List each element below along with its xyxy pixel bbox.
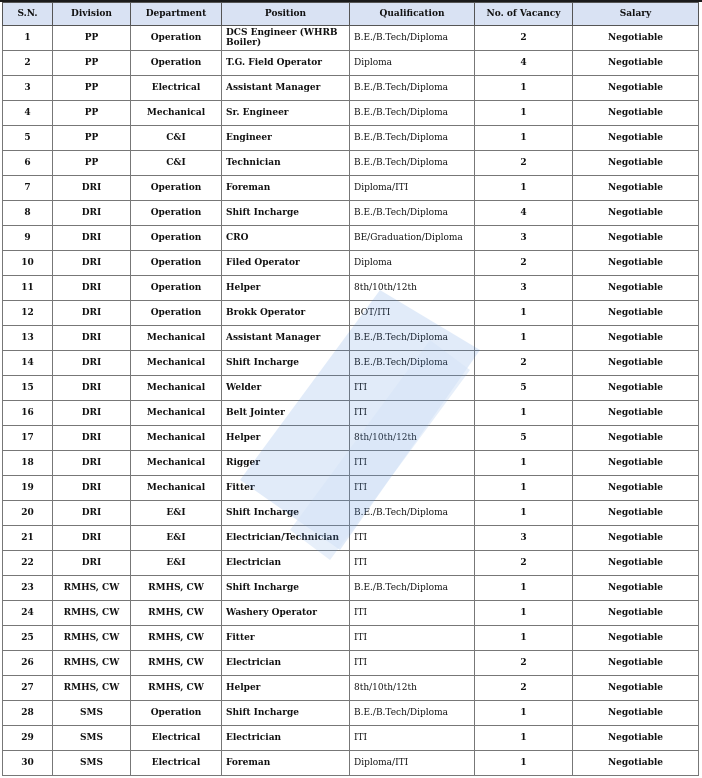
cell-position: Filed Operator bbox=[222, 251, 350, 276]
cell-salary: Negotiable bbox=[573, 676, 699, 701]
header-division: Division bbox=[53, 3, 131, 26]
cell-department: C&I bbox=[131, 126, 222, 151]
cell-vacancy: 1 bbox=[475, 176, 573, 201]
cell-department: Operation bbox=[131, 51, 222, 76]
cell-sn: 25 bbox=[3, 626, 53, 651]
cell-department: Electrical bbox=[131, 76, 222, 101]
cell-vacancy: 1 bbox=[475, 601, 573, 626]
cell-division: DRI bbox=[53, 451, 131, 476]
cell-vacancy: 1 bbox=[475, 301, 573, 326]
cell-salary: Negotiable bbox=[573, 326, 699, 351]
cell-vacancy: 1 bbox=[475, 451, 573, 476]
cell-position: T.G. Field Operator bbox=[222, 51, 350, 76]
cell-salary: Negotiable bbox=[573, 201, 699, 226]
cell-sn: 4 bbox=[3, 101, 53, 126]
cell-salary: Negotiable bbox=[573, 76, 699, 101]
table-row bbox=[3, 476, 699, 501]
cell-division: DRI bbox=[53, 426, 131, 451]
cell-division: DRI bbox=[53, 401, 131, 426]
cell-division: PP bbox=[53, 101, 131, 126]
cell-salary: Negotiable bbox=[573, 451, 699, 476]
cell-qualification: ITI bbox=[350, 476, 475, 501]
cell-vacancy: 5 bbox=[475, 376, 573, 401]
cell-vacancy: 1 bbox=[475, 326, 573, 351]
cell-vacancy: 2 bbox=[475, 551, 573, 576]
cell-position: Engineer bbox=[222, 126, 350, 151]
cell-department: Mechanical bbox=[131, 351, 222, 376]
table-row bbox=[3, 626, 699, 651]
cell-salary: Negotiable bbox=[573, 476, 699, 501]
cell-position: Welder bbox=[222, 376, 350, 401]
cell-qualification: B.E./B.Tech/Diploma bbox=[350, 101, 475, 126]
cell-qualification: ITI bbox=[350, 651, 475, 676]
table-row bbox=[3, 426, 699, 451]
cell-sn: 12 bbox=[3, 301, 53, 326]
table-row bbox=[3, 401, 699, 426]
cell-salary: Negotiable bbox=[573, 276, 699, 301]
cell-department: Mechanical bbox=[131, 401, 222, 426]
cell-qualification: B.E./B.Tech/Diploma bbox=[350, 701, 475, 726]
cell-sn: 20 bbox=[3, 501, 53, 526]
cell-salary: Negotiable bbox=[573, 226, 699, 251]
cell-position: Sr. Engineer bbox=[222, 101, 350, 126]
cell-sn: 24 bbox=[3, 601, 53, 626]
cell-department: Mechanical bbox=[131, 326, 222, 351]
cell-vacancy: 1 bbox=[475, 751, 573, 776]
cell-sn: 17 bbox=[3, 426, 53, 451]
table-row bbox=[3, 451, 699, 476]
cell-position: Rigger bbox=[222, 451, 350, 476]
cell-department: RMHS, CW bbox=[131, 601, 222, 626]
cell-sn: 19 bbox=[3, 476, 53, 501]
cell-position: CRO bbox=[222, 226, 350, 251]
cell-department: Mechanical bbox=[131, 451, 222, 476]
cell-division: DRI bbox=[53, 176, 131, 201]
cell-department: Mechanical bbox=[131, 476, 222, 501]
cell-vacancy: 2 bbox=[475, 351, 573, 376]
cell-salary: Negotiable bbox=[573, 701, 699, 726]
cell-salary: Negotiable bbox=[573, 401, 699, 426]
table-row bbox=[3, 376, 699, 401]
cell-vacancy: 2 bbox=[475, 151, 573, 176]
cell-sn: 5 bbox=[3, 126, 53, 151]
header-position: Position bbox=[222, 3, 350, 26]
cell-vacancy: 1 bbox=[475, 701, 573, 726]
cell-department: Operation bbox=[131, 251, 222, 276]
cell-qualification: ITI bbox=[350, 551, 475, 576]
table-row bbox=[3, 551, 699, 576]
header-qualification: Qualification bbox=[350, 3, 475, 26]
cell-sn: 23 bbox=[3, 576, 53, 601]
cell-sn: 11 bbox=[3, 276, 53, 301]
cell-vacancy: 2 bbox=[475, 26, 573, 51]
cell-qualification: 8th/10th/12th bbox=[350, 276, 475, 301]
cell-qualification: B.E./B.Tech/Diploma bbox=[350, 351, 475, 376]
table-row bbox=[3, 351, 699, 376]
cell-position: Helper bbox=[222, 676, 350, 701]
cell-position: Shift Incharge bbox=[222, 501, 350, 526]
cell-department: C&I bbox=[131, 151, 222, 176]
cell-division: PP bbox=[53, 76, 131, 101]
cell-division: DRI bbox=[53, 326, 131, 351]
cell-division: RMHS, CW bbox=[53, 626, 131, 651]
cell-qualification: ITI bbox=[350, 526, 475, 551]
cell-qualification: ITI bbox=[350, 726, 475, 751]
cell-sn: 14 bbox=[3, 351, 53, 376]
cell-department: Operation bbox=[131, 176, 222, 201]
cell-qualification: ITI bbox=[350, 401, 475, 426]
cell-qualification: B.E./B.Tech/Diploma bbox=[350, 26, 475, 51]
header-vacancy: No. of Vacancy bbox=[475, 3, 573, 26]
cell-salary: Negotiable bbox=[573, 126, 699, 151]
cell-vacancy: 4 bbox=[475, 201, 573, 226]
cell-qualification: B.E./B.Tech/Diploma bbox=[350, 126, 475, 151]
cell-department: RMHS, CW bbox=[131, 651, 222, 676]
cell-sn: 9 bbox=[3, 226, 53, 251]
table-row bbox=[3, 276, 699, 301]
cell-salary: Negotiable bbox=[573, 176, 699, 201]
cell-division: DRI bbox=[53, 526, 131, 551]
table-row bbox=[3, 26, 699, 51]
cell-vacancy: 2 bbox=[475, 676, 573, 701]
cell-division: SMS bbox=[53, 726, 131, 751]
cell-sn: 29 bbox=[3, 726, 53, 751]
cell-position: Foreman bbox=[222, 751, 350, 776]
table-row bbox=[3, 101, 699, 126]
cell-qualification: ITI bbox=[350, 376, 475, 401]
cell-division: RMHS, CW bbox=[53, 651, 131, 676]
cell-vacancy: 1 bbox=[475, 501, 573, 526]
cell-salary: Negotiable bbox=[573, 626, 699, 651]
cell-qualification: ITI bbox=[350, 451, 475, 476]
table-row bbox=[3, 501, 699, 526]
cell-department: Operation bbox=[131, 301, 222, 326]
cell-position: Technician bbox=[222, 151, 350, 176]
table-row bbox=[3, 126, 699, 151]
cell-salary: Negotiable bbox=[573, 51, 699, 76]
cell-vacancy: 1 bbox=[475, 76, 573, 101]
table-header-row bbox=[3, 3, 699, 26]
table-row bbox=[3, 326, 699, 351]
table-row bbox=[3, 751, 699, 776]
cell-position: Electrician bbox=[222, 726, 350, 751]
cell-sn: 2 bbox=[3, 51, 53, 76]
cell-department: Electrical bbox=[131, 726, 222, 751]
table-row bbox=[3, 301, 699, 326]
cell-position: Shift Incharge bbox=[222, 701, 350, 726]
cell-division: PP bbox=[53, 51, 131, 76]
table-row bbox=[3, 701, 699, 726]
cell-vacancy: 1 bbox=[475, 101, 573, 126]
cell-department: Operation bbox=[131, 226, 222, 251]
cell-qualification: B.E./B.Tech/Diploma bbox=[350, 501, 475, 526]
cell-sn: 28 bbox=[3, 701, 53, 726]
table-row bbox=[3, 576, 699, 601]
cell-salary: Negotiable bbox=[573, 101, 699, 126]
cell-qualification: B.E./B.Tech/Diploma bbox=[350, 576, 475, 601]
cell-salary: Negotiable bbox=[573, 376, 699, 401]
cell-division: RMHS, CW bbox=[53, 576, 131, 601]
cell-qualification: Diploma bbox=[350, 251, 475, 276]
cell-sn: 13 bbox=[3, 326, 53, 351]
cell-position: Fitter bbox=[222, 626, 350, 651]
table-row bbox=[3, 676, 699, 701]
cell-vacancy: 2 bbox=[475, 251, 573, 276]
cell-sn: 8 bbox=[3, 201, 53, 226]
cell-position: Assistant Manager bbox=[222, 326, 350, 351]
cell-department: Operation bbox=[131, 701, 222, 726]
cell-salary: Negotiable bbox=[573, 576, 699, 601]
cell-department: RMHS, CW bbox=[131, 626, 222, 651]
cell-position: Helper bbox=[222, 276, 350, 301]
cell-division: SMS bbox=[53, 701, 131, 726]
table-row bbox=[3, 201, 699, 226]
cell-qualification: ITI bbox=[350, 626, 475, 651]
table-row bbox=[3, 726, 699, 751]
cell-division: RMHS, CW bbox=[53, 676, 131, 701]
cell-qualification: B.E./B.Tech/Diploma bbox=[350, 326, 475, 351]
cell-qualification: B.E./B.Tech/Diploma bbox=[350, 151, 475, 176]
cell-sn: 1 bbox=[3, 26, 53, 51]
cell-department: E&I bbox=[131, 526, 222, 551]
cell-vacancy: 3 bbox=[475, 526, 573, 551]
cell-sn: 21 bbox=[3, 526, 53, 551]
cell-division: DRI bbox=[53, 226, 131, 251]
cell-salary: Negotiable bbox=[573, 601, 699, 626]
cell-sn: 22 bbox=[3, 551, 53, 576]
cell-department: Electrical bbox=[131, 751, 222, 776]
cell-department: RMHS, CW bbox=[131, 676, 222, 701]
cell-department: E&I bbox=[131, 551, 222, 576]
cell-vacancy: 5 bbox=[475, 426, 573, 451]
cell-qualification: BE/Graduation/Diploma bbox=[350, 226, 475, 251]
cell-division: DRI bbox=[53, 476, 131, 501]
cell-division: SMS bbox=[53, 751, 131, 776]
cell-qualification: Diploma/ITI bbox=[350, 751, 475, 776]
cell-sn: 30 bbox=[3, 751, 53, 776]
cell-position: Electrician/Technician bbox=[222, 526, 350, 551]
cell-vacancy: 1 bbox=[475, 401, 573, 426]
cell-department: Operation bbox=[131, 276, 222, 301]
cell-salary: Negotiable bbox=[573, 151, 699, 176]
cell-position: Shift Incharge bbox=[222, 576, 350, 601]
table-row bbox=[3, 76, 699, 101]
table-body bbox=[3, 26, 699, 776]
cell-sn: 26 bbox=[3, 651, 53, 676]
cell-qualification: 8th/10th/12th bbox=[350, 676, 475, 701]
cell-sn: 27 bbox=[3, 676, 53, 701]
cell-division: DRI bbox=[53, 251, 131, 276]
cell-salary: Negotiable bbox=[573, 251, 699, 276]
cell-position: Brokk Operator bbox=[222, 301, 350, 326]
cell-vacancy: 1 bbox=[475, 476, 573, 501]
cell-qualification: 8th/10th/12th bbox=[350, 426, 475, 451]
vacancy-table bbox=[2, 2, 699, 776]
cell-department: E&I bbox=[131, 501, 222, 526]
cell-qualification: B.E./B.Tech/Diploma bbox=[350, 201, 475, 226]
cell-qualification: Diploma/ITI bbox=[350, 176, 475, 201]
header-department: Department bbox=[131, 3, 222, 26]
cell-sn: 3 bbox=[3, 76, 53, 101]
cell-qualification: Diploma bbox=[350, 51, 475, 76]
cell-position: Belt Jointer bbox=[222, 401, 350, 426]
cell-department: Operation bbox=[131, 201, 222, 226]
cell-position: Shift Incharge bbox=[222, 201, 350, 226]
table-row bbox=[3, 226, 699, 251]
cell-vacancy: 3 bbox=[475, 226, 573, 251]
cell-qualification: B.E./B.Tech/Diploma bbox=[350, 76, 475, 101]
cell-department: Mechanical bbox=[131, 101, 222, 126]
cell-department: RMHS, CW bbox=[131, 576, 222, 601]
table-row bbox=[3, 526, 699, 551]
cell-position: Assistant Manager bbox=[222, 76, 350, 101]
cell-vacancy: 1 bbox=[475, 626, 573, 651]
table-row bbox=[3, 251, 699, 276]
table-row bbox=[3, 176, 699, 201]
cell-sn: 7 bbox=[3, 176, 53, 201]
cell-salary: Negotiable bbox=[573, 526, 699, 551]
cell-position: Washery Operator bbox=[222, 601, 350, 626]
cell-position: Electrician bbox=[222, 651, 350, 676]
vacancy-table-container bbox=[2, 2, 698, 776]
cell-salary: Negotiable bbox=[573, 651, 699, 676]
cell-position: Electrician bbox=[222, 551, 350, 576]
cell-division: PP bbox=[53, 151, 131, 176]
cell-salary: Negotiable bbox=[573, 26, 699, 51]
table-row bbox=[3, 151, 699, 176]
cell-position: Shift Incharge bbox=[222, 351, 350, 376]
cell-vacancy: 1 bbox=[475, 576, 573, 601]
cell-division: PP bbox=[53, 126, 131, 151]
cell-division: DRI bbox=[53, 201, 131, 226]
cell-division: DRI bbox=[53, 501, 131, 526]
cell-position: Fitter bbox=[222, 476, 350, 501]
cell-division: DRI bbox=[53, 376, 131, 401]
cell-department: Mechanical bbox=[131, 426, 222, 451]
table-row bbox=[3, 601, 699, 626]
cell-division: DRI bbox=[53, 351, 131, 376]
cell-salary: Negotiable bbox=[573, 726, 699, 751]
cell-sn: 15 bbox=[3, 376, 53, 401]
cell-salary: Negotiable bbox=[573, 301, 699, 326]
cell-division: DRI bbox=[53, 301, 131, 326]
cell-vacancy: 4 bbox=[475, 51, 573, 76]
cell-salary: Negotiable bbox=[573, 551, 699, 576]
cell-division: DRI bbox=[53, 276, 131, 301]
cell-vacancy: 3 bbox=[475, 276, 573, 301]
cell-position: DCS Engineer (WHRB Boiler) bbox=[222, 26, 350, 51]
cell-salary: Negotiable bbox=[573, 501, 699, 526]
cell-position: Helper bbox=[222, 426, 350, 451]
cell-vacancy: 1 bbox=[475, 726, 573, 751]
cell-sn: 10 bbox=[3, 251, 53, 276]
cell-qualification: ITI bbox=[350, 601, 475, 626]
cell-qualification: BOT/ITI bbox=[350, 301, 475, 326]
cell-department: Mechanical bbox=[131, 376, 222, 401]
table-row bbox=[3, 651, 699, 676]
cell-salary: Negotiable bbox=[573, 751, 699, 776]
cell-salary: Negotiable bbox=[573, 426, 699, 451]
cell-vacancy: 1 bbox=[475, 126, 573, 151]
cell-salary: Negotiable bbox=[573, 351, 699, 376]
table-row bbox=[3, 51, 699, 76]
cell-division: DRI bbox=[53, 551, 131, 576]
header-sn: S.N. bbox=[3, 3, 53, 26]
cell-position: Foreman bbox=[222, 176, 350, 201]
cell-division: PP bbox=[53, 26, 131, 51]
cell-department: Operation bbox=[131, 26, 222, 51]
cell-vacancy: 2 bbox=[475, 651, 573, 676]
cell-division: RMHS, CW bbox=[53, 601, 131, 626]
cell-sn: 6 bbox=[3, 151, 53, 176]
cell-sn: 18 bbox=[3, 451, 53, 476]
header-salary: Salary bbox=[573, 3, 699, 26]
cell-sn: 16 bbox=[3, 401, 53, 426]
